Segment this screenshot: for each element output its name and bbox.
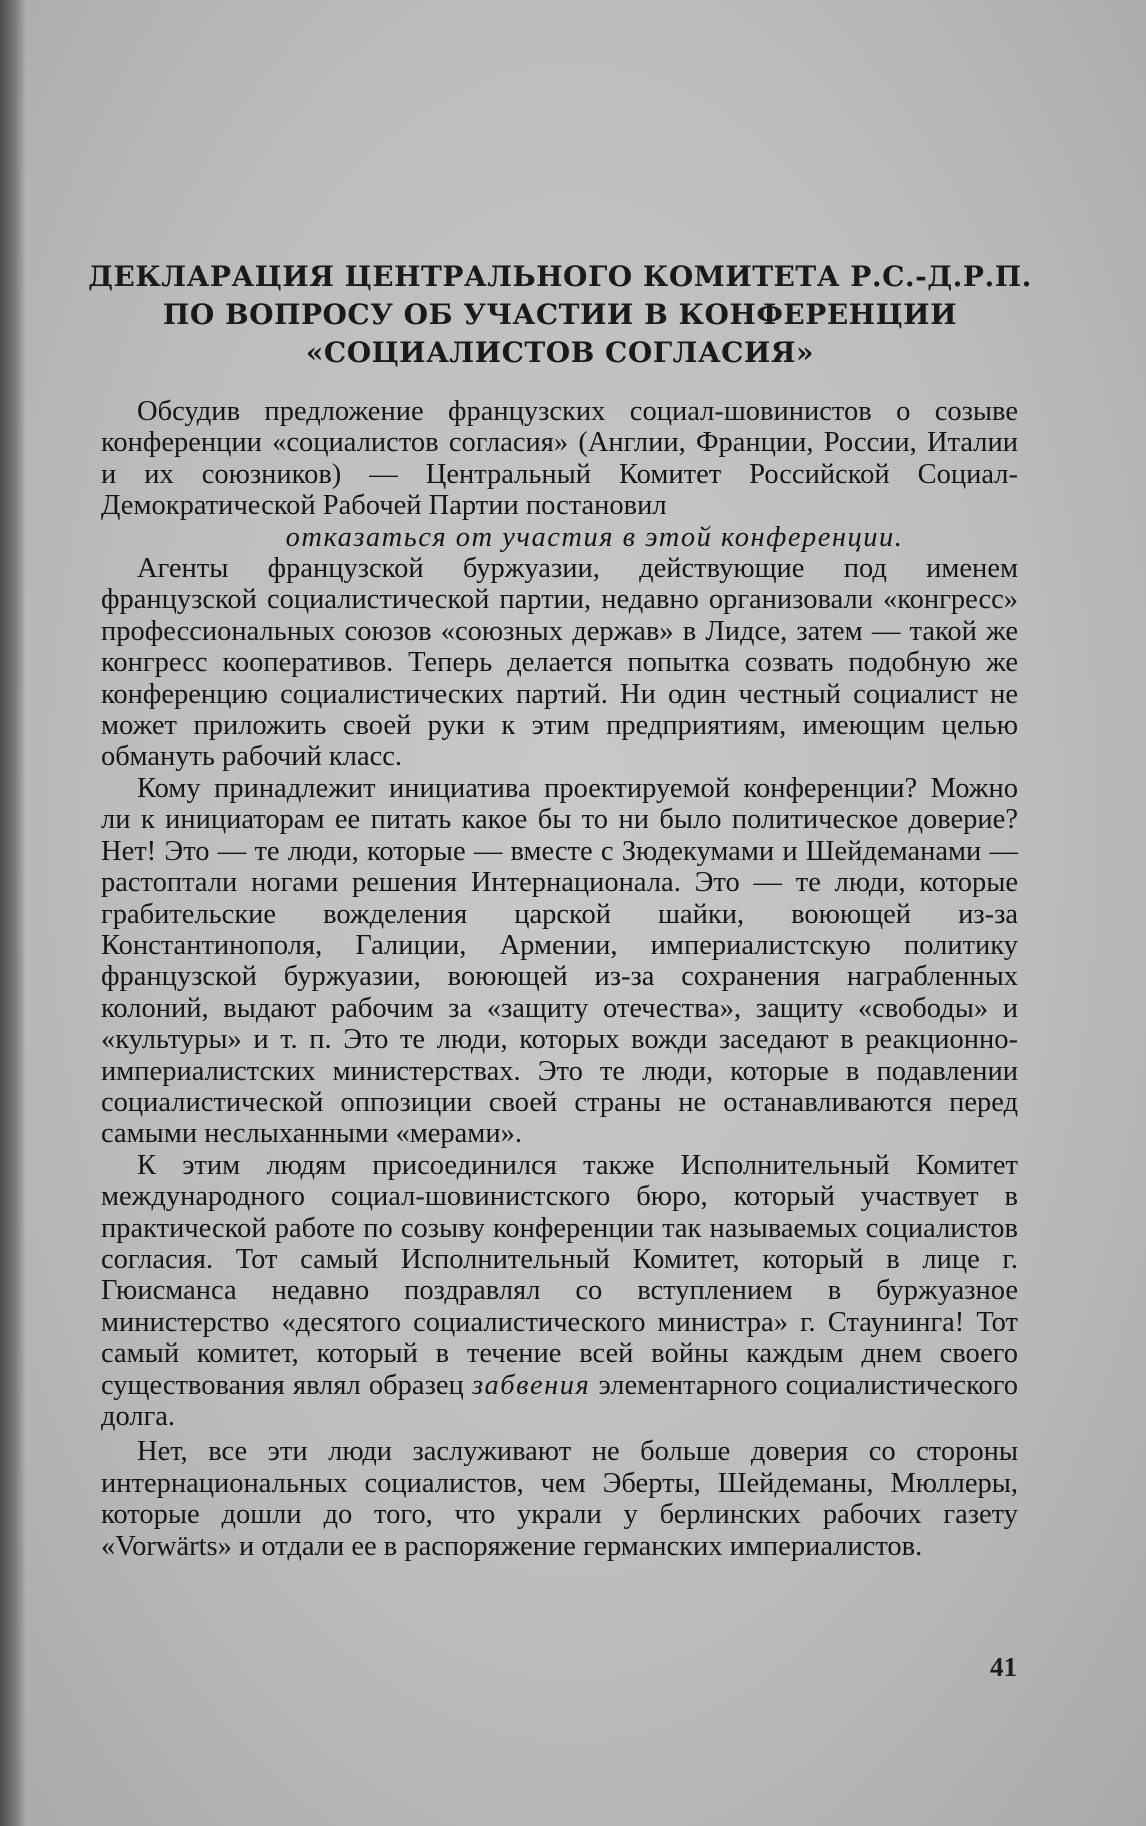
declaration-title: [80, 258, 1040, 372]
paragraph-2: Агенты французской буржуазии, действующие под именем французской социалистической партии, недавно организовали «конгресс» профессиональных союзов «союзных держав» в Лидсе, затем — такой же конгресс кооперативов. Теперь делается попытка созвать подобную же конференцию социалистических партий. Ни один честный социалист не может приложить своей руки к этим предприятиям, имеющим целью обмануть рабочий класс.: [101, 553, 1018, 773]
paragraph-4-emphasis: забвения: [471, 1369, 591, 1401]
paragraph-1: [101, 396, 1018, 553]
paragraph-3: Кому принадлежит инициатива проектируемой конференции? Можно ли к инициаторам ее питать какое бы то ни было политическое доверие? Нет! Это — те люди, которые — вместе с Зюдекумами и Шейдеманами — растоптали ногами решения Интернационала. Это — те люди, которые грабительские вожделения царской шайки, воюющей из-за Константинополя, Галиции, Армении, империалистскую политику французской буржуазии, воюющей из-за сохранения награбленных колоний, выдают рабочим за «защиту отечества», защиту «свободы» и «культуры» и т. п. Это те люди, которых вожди заседают в реакционно-империалистских министерствах. Это те люди, которые в подавлении социалистической оппозиции своей страны не останавливаются перед самыми неслыханными «мерами».: [101, 772, 1018, 1150]
title-line-1: ДЕКЛАРАЦИЯ ЦЕНТРАЛЬНОГО КОМИТЕТА Р.С.-Д.Р.П.: [88, 260, 1032, 293]
paragraph-1-text: Обсудив предложение французских социал-шовинистов о созыве конференции «социалистов согласия» (Англии, Франции, России, Италии и их союзников) — Центральный Комитет Российской Социал-Демократической Рабочей Партии постановил: [101, 396, 1018, 522]
paragraph-4: [101, 1150, 1018, 1433]
page-number: 41: [990, 1652, 1017, 1682]
paragraph-5: Нет, все эти люди заслуживают не больше доверия со стороны интернациональных социалистов, чем Эберты, Шейдеманы, Мюллеры, которые дошли до того, что украли у берлинских рабочих газету «Vorwärts» и отдали ее в распоряжение германских империалистов.: [101, 1436, 1018, 1562]
body-text: [101, 396, 1018, 1562]
title-line-3: «СОЦИАЛИСТОВ СОГЛАСИЯ»: [305, 336, 815, 369]
title-line-2: ПО ВОПРОСУ ОБ УЧАСТИИ В КОНФЕРЕНЦИИ: [162, 298, 958, 331]
paragraph-4-text: К этим людям присоединился также Исполнительный Комитет международного социал-шовинистского бюро, который участвует в практической работе по созыву конференции так называемых социалистов согласия. Тот самый Исполнительный Комитет, который в лице г. Гюисманса недавно поздравлял со вступлением в буржуазное министерство «десятого социалистического министра» г. Стаунинга! Тот самый комитет, который в течение всей войны каждым днем своего существования являл образец: [101, 1149, 1018, 1401]
paragraph-1-emphasis: отказаться от участия в этой конференции.: [285, 521, 904, 553]
paragraph-4-tail: элементарного социалистического долга.: [101, 1369, 1019, 1432]
